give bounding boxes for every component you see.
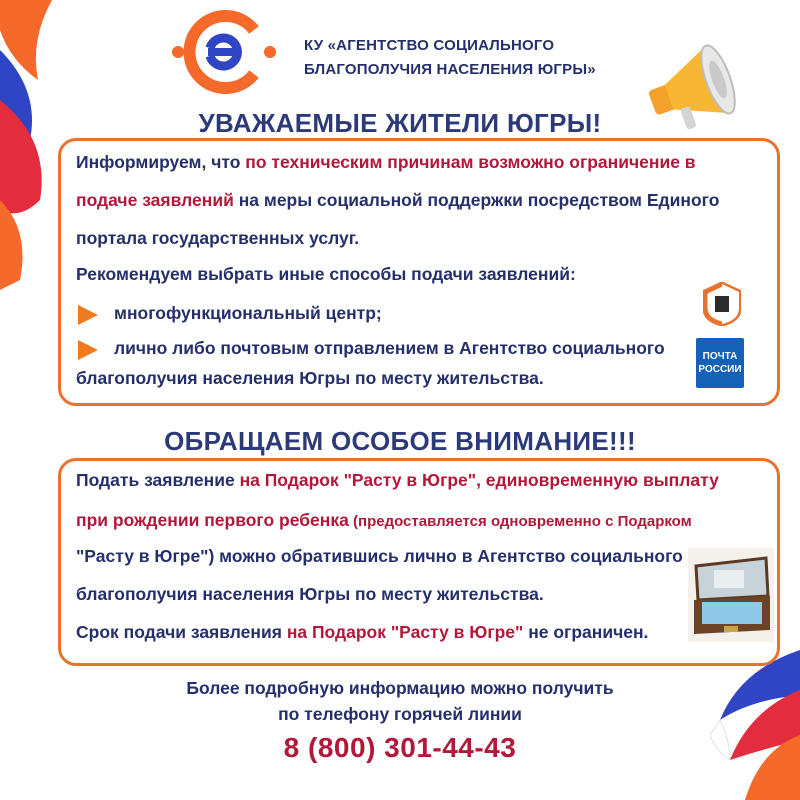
gosuslugi-logo xyxy=(703,282,741,326)
bullet-2-line2: благополучия населения Югры по месту жительства. xyxy=(76,368,544,388)
gift-box-photo xyxy=(688,548,774,642)
section2-heading: ОБРАЩАЕМ ОСОБОЕ ВНИМАНИЕ!!! xyxy=(164,426,636,456)
s2-line5-a: Срок подачи заявления xyxy=(76,622,287,642)
bullet-2-line1: лично либо почтовым отправлением в Агентство социального xyxy=(114,338,665,358)
org-name-line2: БЛАГОПОЛУЧИЯ НАСЕЛЕНИЯ ЮГРЫ» xyxy=(304,61,596,78)
s1-line2 xyxy=(76,190,719,211)
s2-line1 xyxy=(76,470,719,491)
s2-line5 xyxy=(76,622,648,643)
s1-line1-a: Информируем, что xyxy=(76,152,246,172)
bullet-1: многофункциональный центр; xyxy=(114,303,382,323)
s1-line2-b: на меры социальной поддержки посредством Единого xyxy=(233,190,720,210)
s2-line2 xyxy=(76,510,692,531)
agency-logo xyxy=(168,8,280,96)
arrow-bullet-icon xyxy=(78,305,98,325)
s2-line2-b: (предоставляется одновременно с Подарком xyxy=(348,513,692,530)
org-name xyxy=(304,34,614,82)
header xyxy=(168,8,628,98)
hotline-phone: 8 (800) 301-44-43 xyxy=(283,732,517,763)
s1-line3: портала государственных услуг. xyxy=(76,228,360,248)
s1-line4: Рекомендуем выбрать иные способы подачи заявлений: xyxy=(76,264,576,284)
s2-line3: "Расту в Югре") можно обратившись лично в Агентство социального xyxy=(76,546,683,566)
org-name-line1: КУ «АГЕНТСТВО СОЦИАЛЬНОГО xyxy=(304,37,555,54)
post-logo-line2: РОССИИ xyxy=(698,364,742,375)
footer-info-line2: по телефону горячей линии xyxy=(278,704,522,724)
s2-line5-b: на Подарок "Расту в Югре" xyxy=(286,622,524,642)
s2-line5-c: не ограничен. xyxy=(523,622,649,642)
s2-line1-b: на Подарок "Расту в Югре", единовременную выплату xyxy=(239,470,719,490)
arrow-bullet-icon xyxy=(78,340,98,360)
post-logo-line1: ПОЧТА xyxy=(702,351,738,362)
pochta-rossii-logo xyxy=(696,338,744,388)
s1-line2-a: подаче заявлений xyxy=(76,190,234,210)
s1-line1 xyxy=(76,152,696,173)
s1-line1-b: по техническим причинам возможно ограничение в xyxy=(245,152,696,172)
footer-info-line1: Более подробную информацию можно получить xyxy=(186,678,614,698)
section1-heading: УВАЖАЕМЫЕ ЖИТЕЛИ ЮГРЫ! xyxy=(198,108,602,138)
s2-line2-a: при рождении первого ребенка xyxy=(76,510,349,530)
s2-line4: благополучия населения Югры по месту жительства. xyxy=(76,584,544,604)
s2-line1-a: Подать заявление xyxy=(76,470,240,490)
